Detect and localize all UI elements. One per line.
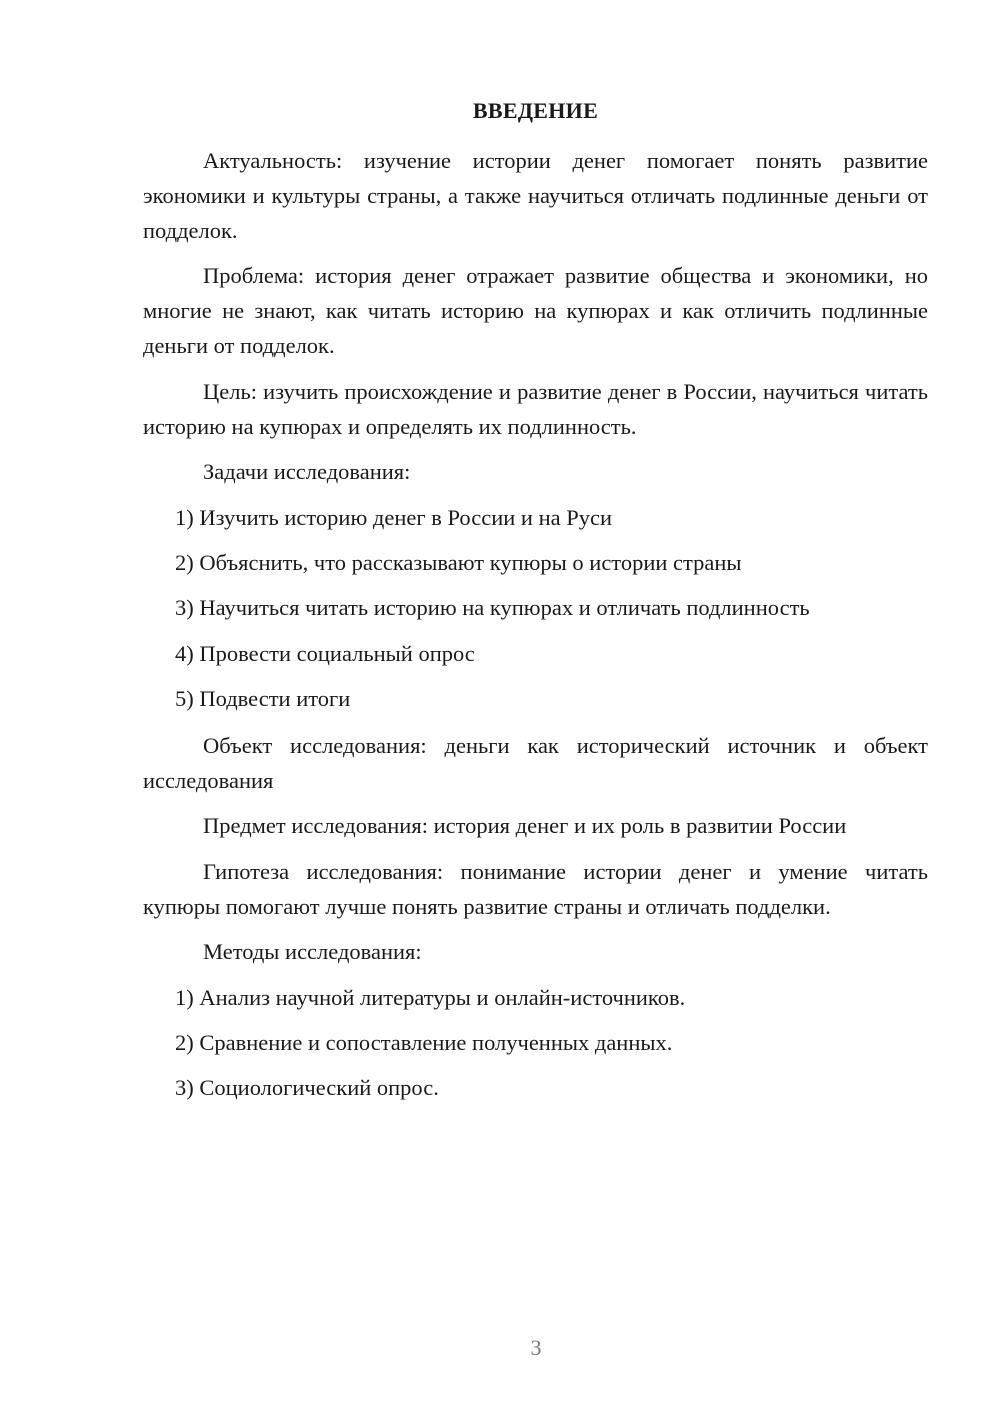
task-item: 4) Провести социальный опрос xyxy=(175,641,475,666)
subject-paragraph: Предмет исследования: история денег и их роль в развитии России xyxy=(203,813,847,838)
tasks-heading: Задачи исследования: xyxy=(203,459,411,484)
goal-paragraph: Цель: изучить происхождение и развитие денег в России, научиться читать историю на купюрах и определять их подлинность. xyxy=(143,379,928,439)
task-item: 1) Изучить историю денег в России и на Руси xyxy=(175,505,613,530)
method-item: 2) Сравнение и сопоставление полученных данных. xyxy=(175,1030,673,1055)
page-title: ВВЕДЕНИЕ xyxy=(472,98,599,123)
hypothesis-paragraph: Гипотеза исследования: понимание истории денег и умение читать купюры помогают лучше понять развитие страны и отличать подделки. xyxy=(143,859,928,919)
relevance-paragraph: Актуальность: изучение истории денег помогает понять развитие экономики и культуры страны, а также научиться отличать подлинные деньги от подделок. xyxy=(143,148,928,243)
problem-paragraph: Проблема: история денег отражает развитие общества и экономики, но многие не знают, как читать историю на купюрах и как отличить подлинные деньги от подделок. xyxy=(143,263,928,358)
task-item: 3) Научиться читать историю на купюрах и отличать подлинность xyxy=(175,595,810,620)
page-number: 3 xyxy=(530,1335,542,1360)
method-item: 1) Анализ научной литературы и онлайн-источников. xyxy=(175,985,686,1010)
method-item: 3) Социологический опрос. xyxy=(175,1075,439,1100)
object-paragraph: Объект исследования: деньги как исторический источник и объект исследования xyxy=(143,733,928,793)
methods-heading: Методы исследования: xyxy=(203,939,422,964)
task-item: 5) Подвести итоги xyxy=(175,686,351,711)
task-item: 2) Объяснить, что рассказывают купюры о истории страны xyxy=(175,550,742,575)
